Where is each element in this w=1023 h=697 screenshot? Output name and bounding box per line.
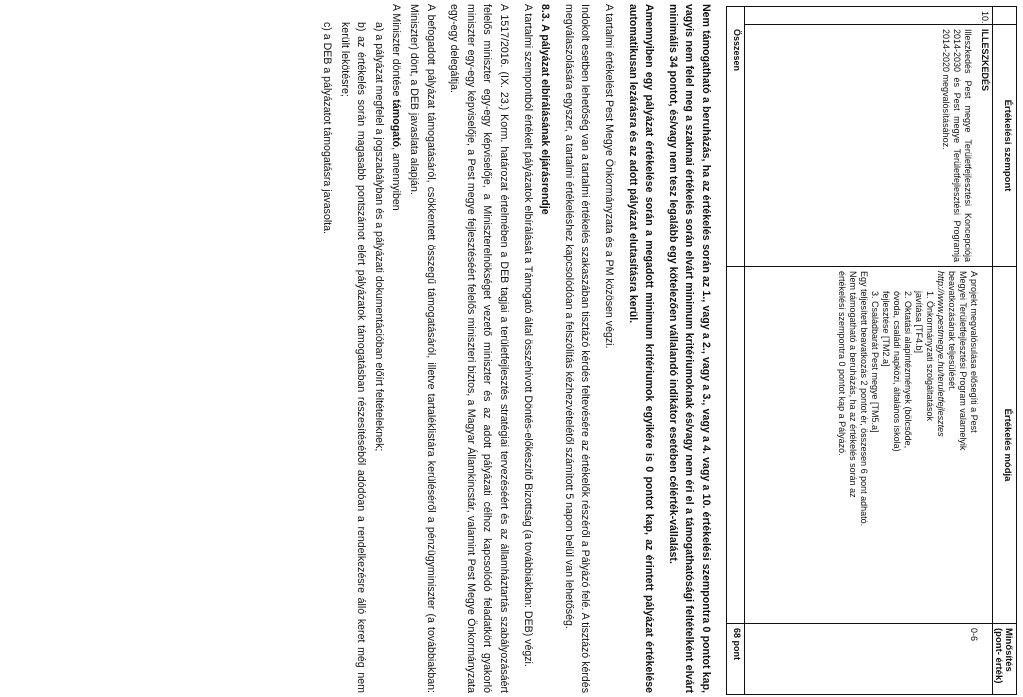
- paragraph-clarifying-question: Indokolt esetben lehetőség van a tartalmi értékelés szakaszában tisztázó kérdés feltevésére az értékelők részéről a Pályázó felé. A tisztázó kérdés megválaszolására egyszer, a tartalmi értékeléshez kapcsolódóan a felszólítás kézhezvételétől számított 5 napon belül van lehetőség.: [562, 4, 592, 693]
- method-line: Megyei Területfejlesztési Program valamelyik: [958, 271, 968, 451]
- table-total-row: [727, 7, 745, 694]
- list-item-a: a) a pályázat megfelel a jogszabályban és a pályázati dokumentációban előírt feltételeknek;: [372, 22, 385, 452]
- header-criterion: Értékelési szempont: [993, 25, 1016, 267]
- paragraph-deb: A tartalmi szempontból értékelt pályázatok elbírálását a Támogató által összehívott Döntés-előkészítő Bizottság (a továbbiakban: DEB) végzi.: [521, 4, 534, 667]
- method-line: Egy teljesített beavatkozás 2 pontot ér, összesen 6 pont adható.: [859, 271, 869, 527]
- header-method: Értékelés módja: [993, 267, 1016, 624]
- total-label: Összesen: [727, 25, 745, 267]
- list-item-c: c) a DEB a pályázatot támogatásra javasolta.: [321, 22, 334, 234]
- method-line: értékelési szempontra 0 pontot kap a Pályázó.: [837, 271, 847, 456]
- paragraph-content-evaluation: A tartalmi értékelést Pest Megye Önkormányzata és a PM közösen végzi.: [603, 4, 616, 349]
- method-cell: [745, 267, 993, 624]
- table-row-10: [744, 7, 993, 694]
- section-title: 8.3. A pályázat elbírálásának eljárásrendje: [539, 4, 552, 215]
- method-line: óvoda, családi napközi, általános iskola): [892, 291, 902, 452]
- list-item-b: b) az értékelés során magasabb pontszámot elért pályázatok támogatásban részesítéséből adódóan a rendelkezésre álló keret még nem került lekötésre;: [338, 22, 368, 693]
- criterion-cell: [745, 25, 993, 267]
- table-header-row: [992, 7, 1016, 694]
- method-line: 1. Önkormányzati szolgáltatások: [925, 291, 935, 422]
- total-score: 68 pont: [732, 628, 742, 661]
- method-line: fejlesztése [TM2.a]: [881, 291, 891, 367]
- criterion-title: ILLESZKEDÉS: [980, 29, 990, 92]
- paragraph-minimum-criteria: Amennyiben egy pályázat értékelése során a megadott minimum kritériumok egyikére is 0 pontot kap, az érintett pályázat értékelése automatikusan lezárásra és az adott pályázat elutasításra kerül.: [626, 4, 656, 693]
- method-line: javítása [TF4.b]: [914, 291, 924, 354]
- method-line: Nem támogatható a beruházás, ha az értékelés során az: [848, 271, 858, 498]
- method-line: 3. Családbarát Pest megye [TM5.a]: [870, 291, 880, 433]
- paragraph-deb-members: A 1517/2016. (IX. 23.) Korm. határozat értelmében a DEB tagjai a területfejlesztés stratégiai tervezéséért és az államháztartás szabályozásáért felelős miniszter egy-egy képviselője, a Miniszterelnökséget vezető miniszter és az adott pályázati célhoz kapcsolódó feladatkört gyakorló miniszter egy-egy képviselője, a Pest megye fejlesztéséért felelős miniszteri biztos, a Magyar Államkincstár, valamint Pest Megye Önkormányzata egy-egy delegáltja.: [448, 4, 511, 693]
- paragraph-not-supported: Nem támogatható a beruházás, ha az értékelés során az 1., vagy a 2., vagy a 3., vagy a 4. vagy a 10. értékelési szempontra 0 pontot kap, vagyis nem felel meg a szakmai értékelés során elvárt minimum kritériumoknak és/vagy nem éri el a támogathatósági feltételként elvárt minimális 34 pontot, és/vagy nem tesz legalább egy kötelezően vállalandó indikátor esetében célérték-vállalást.: [666, 4, 712, 693]
- header-number: [993, 7, 1016, 25]
- score-cell: [745, 624, 993, 694]
- header-score: Minősítés (pont- érték): [993, 628, 1014, 684]
- row-number: 10.: [745, 7, 993, 25]
- evaluation-table: [726, 6, 1017, 695]
- score-value: 0-6: [969, 628, 979, 642]
- criterion-text: Illeszkedés Pest megye Területfejlesztési Koncepciója 2014-2030 és Pest megye Területfejlesztési Programja 2014-2020 megvalósításához.: [941, 29, 973, 262]
- method-link: http://www.pestmegye.hu/teruletfejlesztes: [936, 271, 946, 437]
- paragraph-decision-condition: A Miniszter döntése támogató, amennyiben: [390, 4, 403, 211]
- paragraph-minister-decision: A befogadott pályázat támogatásáról, csökkentett összegű támogatásáról, illetve tartaléklistára kerüléséről a pénzügyminiszter (a továbbiakban: Miniszter) dönt, a DEB javaslata alapján.: [408, 4, 437, 693]
- method-line: A projekt megvalósulása elősegíti a Pest: [969, 271, 979, 433]
- method-line: beavatkozásának teljesülését.: [947, 271, 957, 392]
- method-line: 2. Oktatási alapintézmények (bölcsőde,: [903, 291, 913, 449]
- document-body: [318, 4, 714, 693]
